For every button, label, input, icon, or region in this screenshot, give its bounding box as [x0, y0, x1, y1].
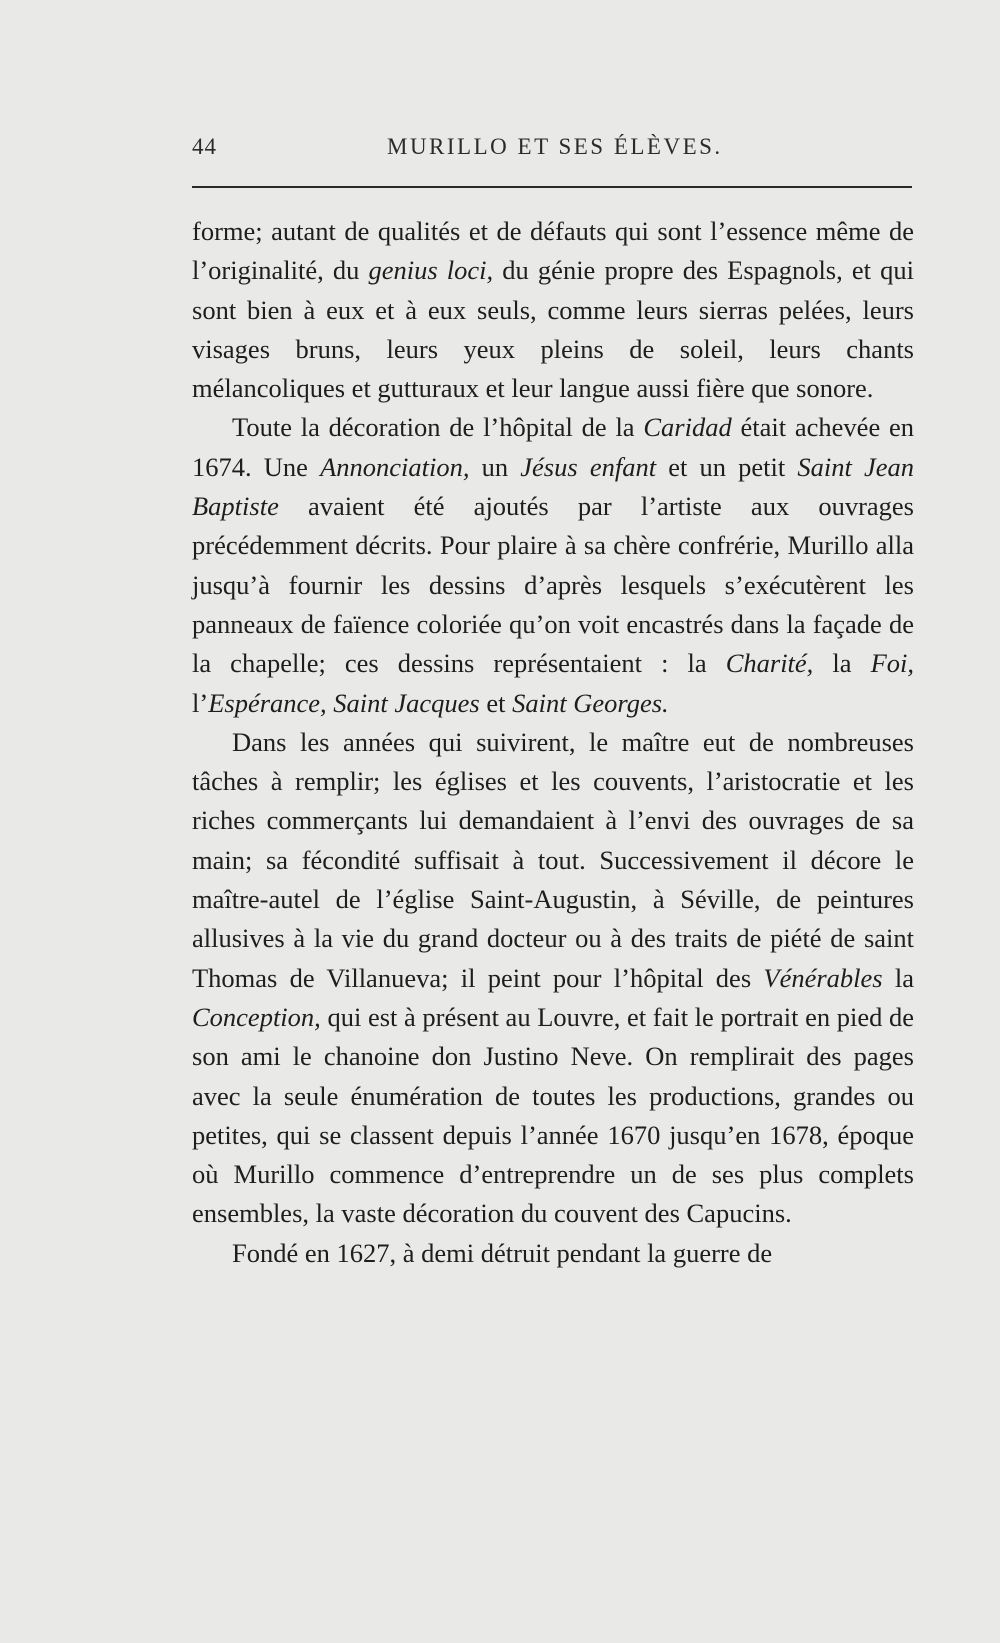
text-run: Fondé en 1627, à demi détruit pendant la guerre de [232, 1237, 773, 1268]
italic-run: Annonciation, [320, 451, 470, 482]
italic-run: genius loci, [368, 255, 494, 286]
text-run: était achevée en 1674. Une [192, 412, 915, 482]
text-run: l’ [192, 687, 209, 718]
body-text [192, 212, 914, 1273]
italic-run: Foi, [870, 648, 914, 679]
text-run: forme; autant de qualités et de défauts qui sont l’essence même de l’originalité, du [192, 216, 914, 286]
running-title: MURILLO ET SES ÉLÈVES. [387, 134, 723, 159]
paragraph-1 [192, 212, 914, 408]
italic-run: Charité, [725, 648, 814, 679]
text-run: un [469, 451, 521, 482]
paragraph-2 [192, 408, 914, 722]
italic-run: Caridad [643, 412, 732, 443]
page-number: 44 [192, 134, 217, 159]
text-run: la [882, 962, 915, 993]
italic-run: Vénérables [763, 962, 883, 993]
text-run: la [813, 648, 871, 679]
text-run: et un petit [656, 451, 798, 482]
text-run: Toute la décoration de l’hôpital de la [232, 412, 644, 443]
text-run: et [479, 687, 513, 718]
paragraph-4 [192, 1234, 914, 1273]
italic-run: Jésus enfant [520, 451, 657, 482]
paragraph-3 [192, 723, 914, 1234]
italic-run: Saint Jean Baptiste [192, 451, 915, 522]
italic-run: Conception, [192, 1001, 321, 1032]
italic-run: Saint Georges. [512, 687, 669, 718]
text-run: Dans les années qui suivirent, le maître eut de nombreuses tâches à remplir; les églises et les couvents, l’aristocratie et les riches commerçants lui demandaient à l’envi des ouvrages de sa main; sa fécondité suffisait à tout. Successivement il décore le maître-autel de l’église Saint-Augustin, à Séville, de peintures allusives à la vie du grand docteur ou à des traits de piété de saint Thomas de Villanueva; il peint pour l’hôpital des [192, 726, 914, 993]
text-run: qui est à présent au Louvre, et fait le portrait en pied de son ami le chanoine don Justino Neve. On remplirait des pages avec la seule énumération de toutes les productions, grandes ou petites, qui se classent depuis l’année 1670 jusqu’en 1678, époque où Murillo commence d’entreprendre un de ses plus complets ensembles, la vaste décoration du couvent des Capucins. [192, 1001, 914, 1229]
running-head [192, 134, 912, 174]
text-run: avaient été ajoutés par l’artiste aux ouvrages précédemment décrits. Pour plaire à sa chère confrérie, Murillo alla jusqu’à fournir les dessins d’après lesquels s’exécutèrent les panneaux de faïence coloriée qu’on voit encastrés dans la façade de la chapelle; ces dessins représentaient : la [192, 491, 914, 679]
text-run: du génie propre des Espagnols, et qui sont bien à eux et à eux seuls, comme leurs sierras pelées, leurs visages bruns, leurs yeux pleins de soleil, leurs chants mélancoliques et gutturaux et leur langue aussi fière que sonore. [192, 255, 914, 404]
header-rule [192, 186, 912, 188]
italic-run: Espérance, Saint Jacques [208, 687, 480, 718]
